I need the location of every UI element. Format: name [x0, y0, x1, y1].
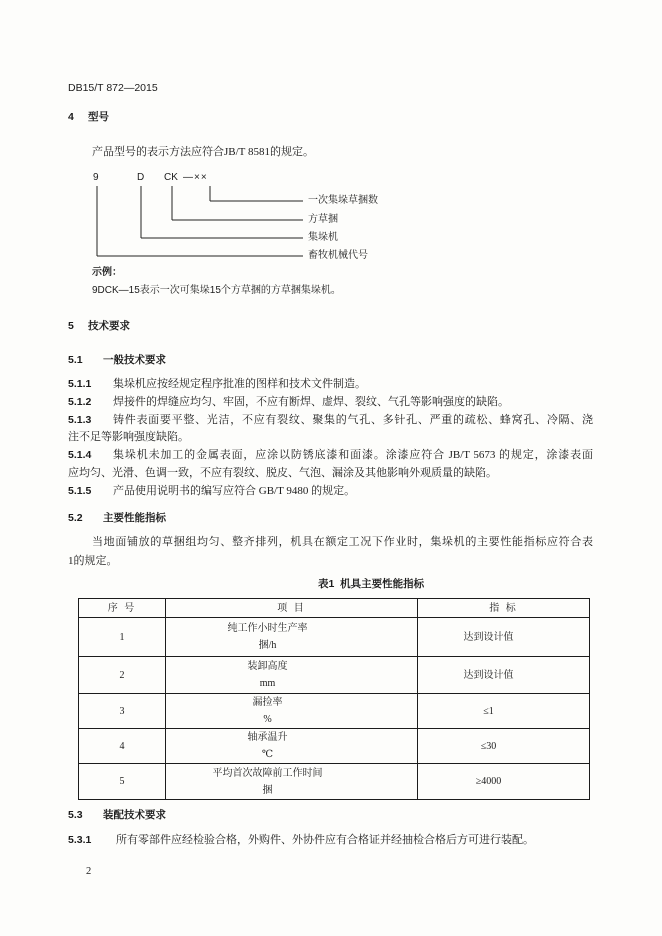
clause-number: 5.1.4 [68, 449, 92, 461]
example-label: 示例： [92, 267, 122, 278]
clause-number: 5.1.2 [68, 396, 92, 408]
cell-no: 3 [79, 694, 166, 729]
clause-text: 集垛机应按经规定程序批准的图样和技术文件制造。 [113, 378, 366, 390]
clause-text: 产品使用说明书的编写应符合 GB/T 9480 的规定。 [113, 485, 356, 497]
table-row [79, 729, 590, 764]
performance-table [78, 598, 590, 800]
item-name: 轴承温升 [247, 732, 288, 743]
clause-text-continuation: 注不足等影响强度缺陷。 [68, 431, 189, 443]
clause-number: 5.1.3 [68, 414, 92, 426]
section-5-1-number: 5.1 [68, 354, 83, 366]
section-4-number: 4 [68, 111, 74, 123]
section-5-3-title: 装配技术要求 [103, 809, 166, 821]
section-5-3-number: 5.3 [68, 809, 83, 821]
clause-number: 5.3.1 [68, 834, 92, 846]
cell-spec: ≥4000 [418, 764, 590, 800]
clause-text: 所有零部件应经检验合格，外购件、外协件应有合格证并经抽检合格后方可进行装配。 [116, 834, 534, 846]
model-code-leader-lines [80, 180, 320, 265]
item-unit: % [263, 714, 272, 725]
clause-number: 5.1.5 [68, 485, 92, 497]
cell-no: 4 [79, 729, 166, 764]
table-row [79, 657, 590, 694]
table-caption: 表1 机具主要性能指标 [318, 578, 425, 590]
model-code-part-4: —×× [183, 172, 208, 183]
item-name: 平均首次故障前工作时间 [212, 767, 323, 779]
clause-text-continuation: 应均匀、光滑、色调一致，不应有裂纹、脱皮、气泡、漏涂及其他影响外观质量的缺陷。 [68, 467, 497, 479]
cell-item [166, 657, 418, 694]
item-unit: 捆 [262, 784, 273, 796]
page-number: 2 [86, 866, 92, 877]
table-header-row [79, 599, 590, 618]
model-code-part-3: CK [164, 172, 178, 183]
clause-text: 集垛机未加工的金属表面，应涂以防锈底漆和面漆。涂漆应符合 JB/T 5673 的规定，涂漆表面 [113, 449, 593, 461]
legend-label: 方草捆 [308, 214, 338, 225]
section-5-number: 5 [68, 320, 74, 332]
table-row [79, 618, 590, 657]
item-unit: ℃ [261, 749, 274, 760]
cell-item [166, 694, 418, 729]
item-unit: mm [259, 678, 276, 689]
header-cell-spec: 指 标 [418, 599, 590, 618]
cell-item [166, 618, 418, 657]
clause-text: 焊接件的焊缝应均匀、牢固，不应有断焊、虚焊、裂纹、气孔等影响强度的缺陷。 [113, 396, 509, 408]
paragraph-line: 当地面铺放的草捆组均匀、整齐排列，机具在额定工况下作业时，集垛机的主要性能指标应符合表 [92, 536, 593, 548]
cell-no: 2 [79, 657, 166, 694]
table-row [79, 764, 590, 800]
item-name: 漏捡率 [252, 697, 283, 708]
clause-text: 铸件表面要平整、光洁，不应有裂纹、聚集的气孔、多针孔、严重的疏松、蜂窝孔、冷隔、浇 [113, 414, 593, 426]
section-5-1-title: 一般技术要求 [103, 354, 166, 366]
cell-item [166, 764, 418, 800]
document-code: DB15/T 872—2015 [68, 82, 158, 94]
table-row [79, 694, 590, 729]
clause-number: 5.1.1 [68, 378, 92, 390]
section-4-title: 型号 [88, 111, 109, 123]
cell-spec: 达到设计值 [418, 618, 590, 657]
cell-no: 1 [79, 618, 166, 657]
model-code-part-2: D [137, 172, 145, 183]
cell-spec: ≤30 [418, 729, 590, 764]
header-cell-item: 项 目 [166, 599, 418, 618]
model-code-part-1: 9 [93, 172, 99, 183]
section-5-title: 技术要求 [88, 320, 130, 332]
section-4-intro: 产品型号的表示方法应符合JB/T 8581的规定。 [92, 146, 314, 158]
paragraph-line: 1的规定。 [68, 555, 118, 567]
legend-label: 集垛机 [308, 232, 338, 243]
cell-item [166, 729, 418, 764]
item-name: 装卸高度 [247, 661, 288, 672]
legend-label: 畜牧机械代号 [308, 250, 368, 261]
cell-spec: 达到设计值 [418, 657, 590, 694]
section-5-2-title: 主要性能指标 [103, 512, 166, 524]
example-text: 9DCK—15表示一次可集垛15个方草捆的方草捆集垛机。 [92, 285, 341, 296]
cell-spec: ≤1 [418, 694, 590, 729]
item-unit: 捆/h [258, 640, 277, 651]
section-5-2-number: 5.2 [68, 512, 83, 524]
header-cell-no: 序 号 [79, 599, 166, 618]
cell-no: 5 [79, 764, 166, 800]
legend-label: 一次集垛草捆数 [308, 195, 378, 206]
item-name: 纯工作小时生产率 [227, 623, 308, 634]
